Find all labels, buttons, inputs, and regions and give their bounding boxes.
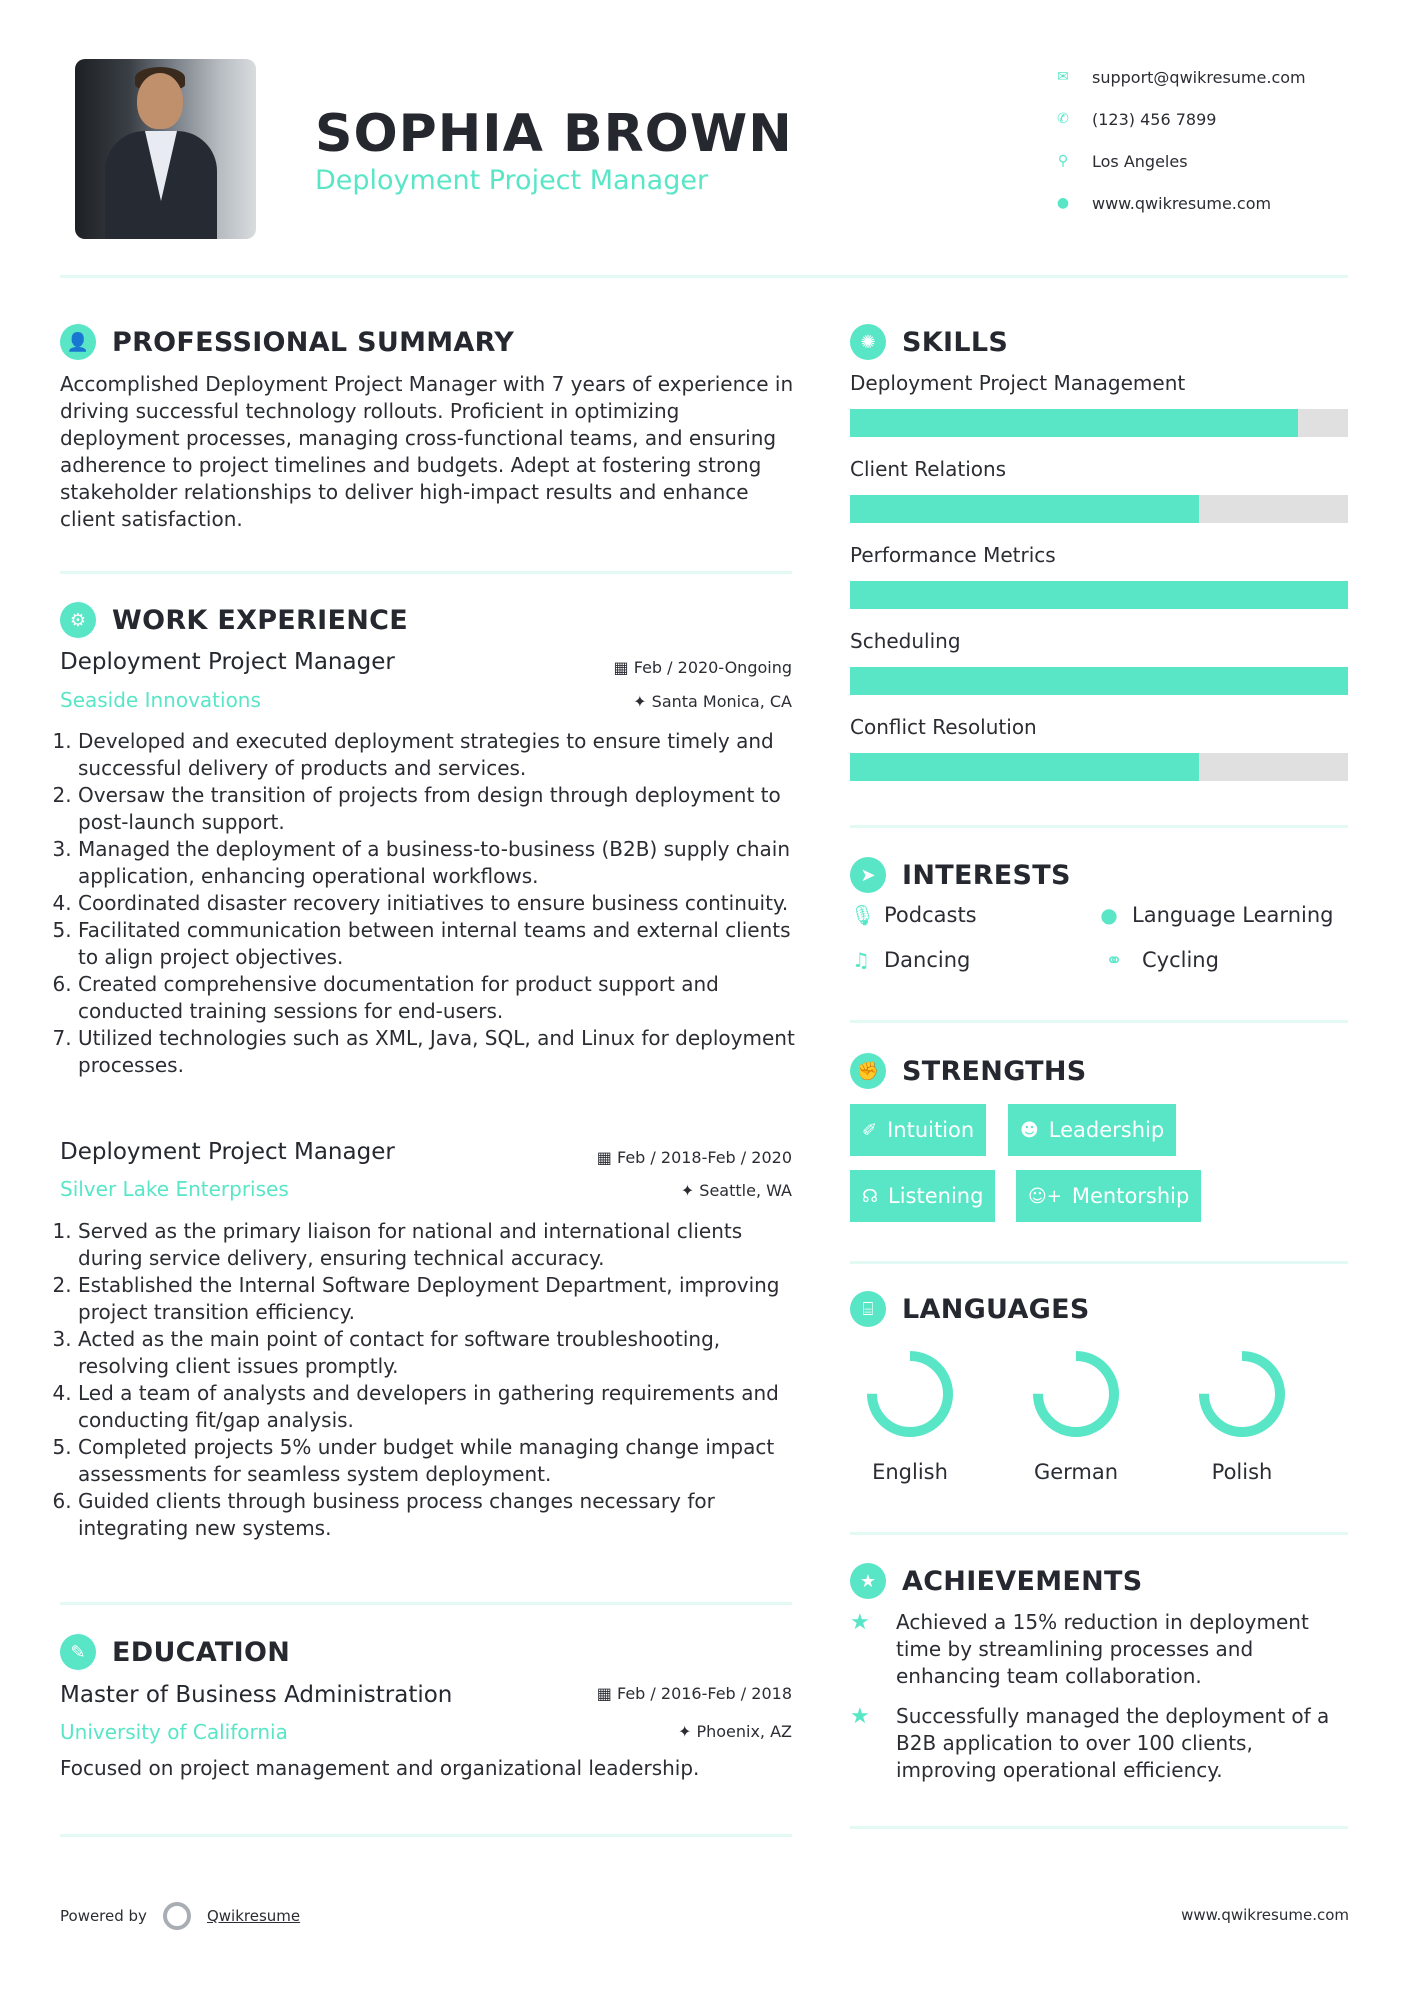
education-location: ✦ Phoenix, AZ bbox=[677, 1722, 792, 1741]
skill-label: Scheduling bbox=[850, 629, 961, 653]
education-description: Focused on project management and organizational leadership. bbox=[60, 1756, 700, 1780]
strengths-heading: ✊ STRENGTHS bbox=[850, 1053, 1087, 1089]
strengths-divider bbox=[850, 1261, 1348, 1264]
candidate-name: SOPHIA BROWN bbox=[315, 104, 793, 164]
strength-leadership: ☻ Leadership bbox=[1008, 1104, 1176, 1156]
language-gauge-arc bbox=[872, 1356, 948, 1432]
education-heading: ✎ EDUCATION bbox=[60, 1634, 290, 1670]
languages-heading: ⌸ LANGUAGES bbox=[850, 1291, 1090, 1327]
language-gauge-arc bbox=[1038, 1356, 1114, 1432]
header-divider bbox=[60, 275, 1348, 278]
briefcase-icon: ⚙ bbox=[60, 602, 96, 638]
qwikresume-logo-icon bbox=[163, 1902, 191, 1930]
summary-text: Accomplished Deployment Project Manager with 7 years of experience in driving successful technology rollouts. Proficient in optimizing deployment processes, managing cross-functional teams, and ensuring adherence to project timelines and budgets. Adept at fostering strong stakeholder relationships to deliver high-impact results and enhance client satisfaction. bbox=[60, 372, 794, 531]
map-pin-icon: ⚲ bbox=[1057, 153, 1069, 169]
job-company-1: Seaside Innovations bbox=[60, 688, 261, 712]
skill-label: Deployment Project Management bbox=[850, 371, 1186, 395]
interest-dancing: ♫ Dancing bbox=[850, 948, 970, 972]
microphone-icon: 🎙 bbox=[850, 903, 876, 927]
headphones-icon: ☊ bbox=[862, 1185, 878, 1207]
summary-divider bbox=[60, 571, 792, 574]
skill-bar-fill bbox=[850, 409, 1298, 437]
footer-website[interactable]: www.qwikresume.com bbox=[1181, 1906, 1349, 1924]
skill-label: Conflict Resolution bbox=[850, 715, 1037, 739]
paper-plane-icon: ➤ bbox=[850, 857, 886, 893]
list-item: 3. Acted as the main point of contact for software troubleshooting, resolving client issues promptly. bbox=[78, 1326, 798, 1380]
achievements-heading: ★ ACHIEVEMENTS bbox=[850, 1563, 1143, 1599]
star-badge-icon: ★ bbox=[850, 1563, 886, 1599]
skill-bar-fill bbox=[850, 495, 1199, 523]
school-name: University of California bbox=[60, 1720, 288, 1744]
list-item: 5. Facilitated communication between internal teams and external clients to align project objectives. bbox=[78, 917, 798, 971]
globe-icon: ● bbox=[1056, 195, 1070, 211]
job-date-1: ▦ Feb / 2020-Ongoing bbox=[613, 658, 792, 677]
interest-podcasts: 🎙 Podcasts bbox=[850, 903, 977, 927]
skill-bar-fill bbox=[850, 581, 1348, 609]
candidate-title: Deployment Project Manager bbox=[315, 165, 709, 196]
language-label: German bbox=[1033, 1460, 1119, 1484]
experience-divider bbox=[60, 1602, 792, 1605]
skill-bar-fill bbox=[850, 667, 1348, 695]
job-bullets-1 bbox=[60, 728, 798, 1079]
job-location-1: ✦ Santa Monica, CA bbox=[633, 692, 792, 711]
skill-bar bbox=[850, 409, 1348, 437]
interest-language-learning: ● Language Learning bbox=[1098, 903, 1333, 927]
star-icon: ★ bbox=[850, 1610, 870, 1635]
interests-heading: ➤ INTERESTS bbox=[850, 857, 1071, 893]
skill-bar bbox=[850, 667, 1348, 695]
calendar-icon: ▦ bbox=[613, 658, 634, 677]
achievement-2: ★ Successfully managed the deployment of a B2B application to over 100 clients, improving operational efficiency. bbox=[850, 1704, 1330, 1782]
language-icon: ⌸ bbox=[850, 1291, 886, 1327]
music-note-icon: ♫ bbox=[852, 948, 870, 972]
bicycle-icon: ⚭ bbox=[1105, 948, 1123, 972]
achievements-divider bbox=[850, 1826, 1348, 1829]
job-bullets-2 bbox=[60, 1218, 798, 1542]
fist-icon: ✊ bbox=[850, 1053, 886, 1089]
skill-bar bbox=[850, 495, 1348, 523]
envelope-icon: ✉ bbox=[1057, 69, 1069, 85]
strength-intuition: ✐ Intuition bbox=[850, 1104, 986, 1156]
skills-heading: ✺ SKILLS bbox=[850, 324, 1008, 360]
contact-phone[interactable]: ✆ (123) 456 7899 bbox=[1052, 98, 1306, 140]
language-item bbox=[1016, 1346, 1136, 1484]
job-title-2: Deployment Project Manager bbox=[60, 1139, 395, 1165]
contact-website[interactable]: ● www.qwikresume.com bbox=[1052, 182, 1306, 224]
summary-heading: 👤 PROFESSIONAL SUMMARY bbox=[60, 324, 514, 360]
language-gauge-arc bbox=[1204, 1356, 1280, 1432]
skills-divider bbox=[850, 825, 1348, 828]
lightbulb-icon: ✺ bbox=[850, 324, 886, 360]
languages-divider bbox=[850, 1532, 1348, 1535]
phone-icon: ✆ bbox=[1057, 111, 1069, 127]
language-gauge bbox=[862, 1346, 958, 1442]
interest-cycling: ⚭ Cycling bbox=[1098, 948, 1219, 972]
calendar-icon: ▦ bbox=[596, 1684, 617, 1703]
graduation-icon: ✎ bbox=[60, 1634, 96, 1670]
user-icon: 👤 bbox=[60, 324, 96, 360]
list-item: 4. Led a team of analysts and developers in gathering requirements and conducting fit/gap analysis. bbox=[78, 1380, 798, 1434]
language-label: Polish bbox=[1211, 1460, 1273, 1484]
star-icon: ★ bbox=[850, 1704, 870, 1729]
skill-label: Performance Metrics bbox=[850, 543, 1056, 567]
skill-bar-fill bbox=[850, 753, 1199, 781]
profile-photo bbox=[75, 59, 256, 239]
list-item: 4. Coordinated disaster recovery initiatives to ensure business continuity. bbox=[78, 890, 798, 917]
user-plus-icon: ☺+ bbox=[1028, 1185, 1062, 1207]
contact-email[interactable]: ✉ support@qwikresume.com bbox=[1052, 56, 1306, 98]
skill-bar bbox=[850, 581, 1348, 609]
education-date: ▦ Feb / 2016-Feb / 2018 bbox=[596, 1684, 792, 1703]
language-item bbox=[1182, 1346, 1302, 1484]
job-company-2: Silver Lake Enterprises bbox=[60, 1177, 289, 1201]
skill-label: Client Relations bbox=[850, 457, 1007, 481]
job-location-2: ✦ Seattle, WA bbox=[680, 1181, 792, 1200]
contact-location: ⚲ Los Angeles bbox=[1052, 140, 1306, 182]
pin-icon: ✦ bbox=[633, 692, 652, 711]
list-item: 6. Guided clients through business process changes necessary for integrating new systems. bbox=[78, 1488, 798, 1542]
globe-icon: ● bbox=[1100, 903, 1118, 927]
language-gauge bbox=[1194, 1346, 1290, 1442]
strength-mentorship: ☺+ Mentorship bbox=[1016, 1170, 1201, 1222]
experience-heading: ⚙ WORK EXPERIENCE bbox=[60, 602, 408, 638]
achievement-1: ★ Achieved a 15% reduction in deployment time by streamlining processes and enhancing team collaboration. bbox=[850, 1610, 1309, 1688]
language-item bbox=[850, 1346, 970, 1484]
calendar-icon: ▦ bbox=[596, 1148, 617, 1167]
list-item: 6. Created comprehensive documentation for product support and conducted training sessions for end-users. bbox=[78, 971, 798, 1025]
list-item: 2. Established the Internal Software Deployment Department, improving project transition efficiency. bbox=[78, 1272, 798, 1326]
job-date-2: ▦ Feb / 2018-Feb / 2020 bbox=[596, 1148, 792, 1167]
language-gauge bbox=[1028, 1346, 1124, 1442]
footer-branding: Powered by Qwikresume bbox=[60, 1902, 300, 1930]
list-item: 1. Served as the primary liaison for national and international clients during service delivery, ensuring technical accuracy. bbox=[78, 1218, 798, 1272]
pin-icon: ✦ bbox=[677, 1722, 697, 1741]
language-label: English bbox=[872, 1460, 948, 1484]
list-item: 3. Managed the deployment of a business-to-business (B2B) supply chain application, enhancing operational workflows. bbox=[78, 836, 798, 890]
list-item: 7. Utilized technologies such as XML, Java, SQL, and Linux for deployment processes. bbox=[78, 1025, 798, 1079]
list-item: 1. Developed and executed deployment strategies to ensure timely and successful delivery of products and services. bbox=[78, 728, 798, 782]
skill-bar bbox=[850, 753, 1348, 781]
education-divider bbox=[60, 1834, 792, 1837]
contact-info bbox=[1052, 56, 1306, 224]
degree-title: Master of Business Administration bbox=[60, 1682, 453, 1708]
list-item: 5. Completed projects 5% under budget while managing change impact assessments for seamless system deployment. bbox=[78, 1434, 798, 1488]
magic-wand-icon: ✐ bbox=[862, 1119, 878, 1141]
strength-listening: ☊ Listening bbox=[850, 1170, 995, 1222]
interests-divider bbox=[850, 1020, 1348, 1023]
brand-link[interactable]: Qwikresume bbox=[206, 1907, 301, 1925]
list-item: 2. Oversaw the transition of projects from design through deployment to post-launch support. bbox=[78, 782, 798, 836]
users-icon: ☻ bbox=[1020, 1119, 1039, 1141]
job-title-1: Deployment Project Manager bbox=[60, 649, 395, 675]
pin-icon: ✦ bbox=[680, 1181, 700, 1200]
